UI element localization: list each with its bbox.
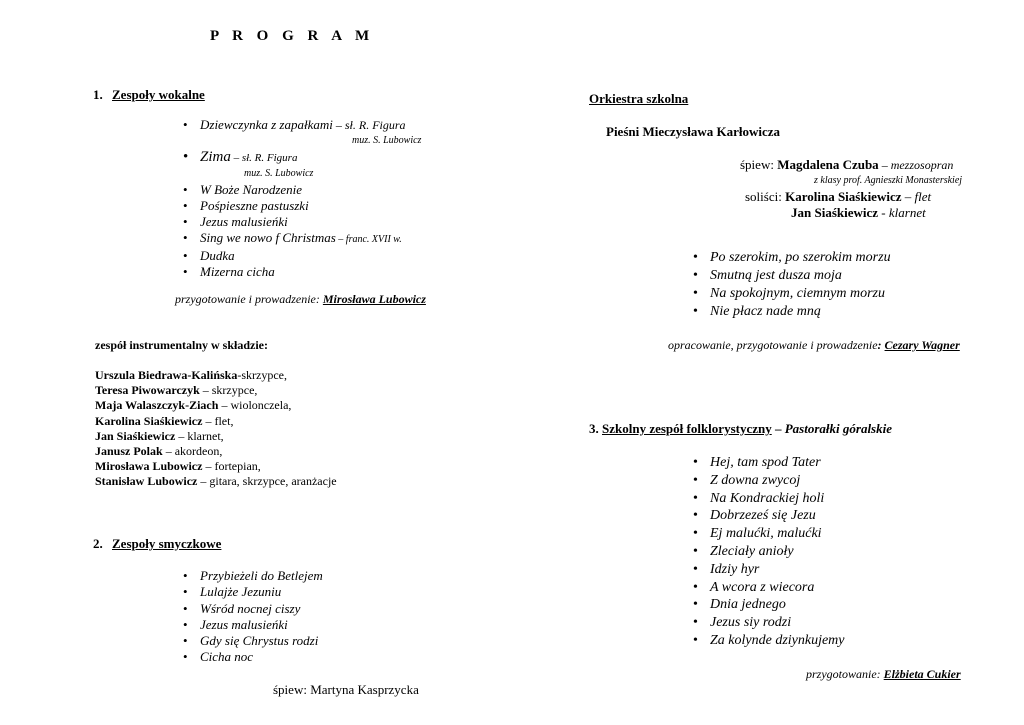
orchestra-soloist2: Jan Siaśkiewicz - klarnet [791, 205, 926, 220]
list-item: • Jezus malusieńki [180, 214, 421, 230]
list-item: • Wśród nocnej ciszy [180, 601, 323, 617]
list-item: • Sing we nowo f Christmas – franc. XVII w. [180, 230, 421, 248]
list-item: • Dnia jednego [690, 596, 845, 614]
list-item: • Na spokojnym, ciemnym morzu [690, 285, 891, 303]
section1-heading [93, 87, 205, 103]
section3-list [690, 454, 845, 650]
member-row: Janusz Polak – akordeon, [95, 444, 223, 459]
list-item: • Jezus malusieńki [180, 617, 323, 633]
section3-number: 3. [589, 421, 599, 436]
member-row: Stanisław Lubowicz – gitara, skrzypce, aranżacje [95, 474, 337, 489]
section1-prep-name: Mirosława Lubowicz [322, 292, 426, 306]
member-row: Urszula Biedrawa-Kalińska-skrzypce, [95, 368, 287, 382]
section1-title: Zespoły wokalne [112, 87, 205, 102]
orchestra-singer-class: z klasy prof. Agnieszki Monasterskiej [814, 175, 963, 186]
section3-heading: 3. Szkolny zespół folklorystyczny – Pastorałki góralskie [589, 421, 892, 436]
list-item: • Po szerokim, po szerokim morzu [690, 249, 891, 267]
section3-subtitle: Pastorałki góralskie [784, 421, 892, 436]
section1-number: 1. [93, 87, 103, 102]
orchestra-prep: opracowanie, przygotowanie i prowadzenie: Cezary Wagner [668, 338, 960, 352]
section3-prep-name: Elżbieta Cukier [883, 667, 961, 681]
list-item: • Idziy hyr [690, 561, 845, 579]
member-row: Jan Siaśkiewicz – klarnet, [95, 428, 224, 443]
list-item: • Nie płacz nade mną [690, 303, 891, 321]
section2-singer: śpiew: Martyna Kasprzycka [273, 682, 419, 697]
ensemble-members [95, 368, 337, 490]
orchestra-list [690, 249, 891, 321]
list-item: • A wcora z wiecora [690, 579, 845, 597]
section2-title: Zespoły smyczkowe [112, 536, 222, 551]
list-item: • Ej malućki, malućki [690, 525, 845, 543]
list-item: • Cicha noc [180, 649, 323, 665]
list-item: • Dziewczynka z zapałkami – sł. R. Figura muz. S. Lubowicz [180, 117, 421, 149]
list-item: • Smutną jest dusza moja [690, 267, 891, 285]
list-item: • Na Kondrackiej holi [690, 490, 845, 508]
orchestra-prep-name: Cezary Wagner [884, 338, 960, 352]
section2-list [180, 568, 323, 666]
list-item: • Lulajże Jezuniu [180, 584, 323, 600]
page-title: P R O G R A M [210, 28, 375, 44]
orchestra-subheading: Pieśni Mieczysława Karłowicza [606, 124, 781, 139]
list-item: • Hej, tam spod Tater [690, 454, 845, 472]
section1-prep: przygotowanie i prowadzenie: Mirosława Lubowicz [175, 292, 426, 306]
list-item: • Zima – sł. R. Figura muz. S. Lubowicz [180, 149, 421, 182]
list-item: • Przybieżeli do Betlejem [180, 568, 323, 584]
list-item: • Pośpieszne pastuszki [180, 198, 421, 214]
orchestra-soloists: soliści: Karolina Siaśkiewicz – flet [745, 189, 932, 204]
ensemble-heading: zespół instrumentalny w składzie: [95, 338, 269, 352]
section1-list [180, 117, 421, 280]
member-row: Karolina Siaśkiewicz – flet, [95, 413, 234, 428]
member-row: Maja Walaszczyk-Ziach – wiolonczela, [95, 398, 292, 413]
section2-heading [93, 536, 221, 552]
section2-number: 2. [93, 536, 103, 551]
list-item: • Z downa zwycoj [690, 472, 845, 490]
section3-prep: przygotowanie: Elżbieta Cukier [806, 667, 961, 681]
orchestra-heading: Orkiestra szkolna [589, 91, 689, 106]
member-row: Mirosława Lubowicz – fortepian, [95, 459, 261, 474]
list-item: • W Boże Narodzenie [180, 182, 421, 198]
list-item: • Zleciały anioły [690, 543, 845, 561]
member-row: Teresa Piwowarczyk – skrzypce, [95, 383, 258, 398]
orchestra-singer: śpiew: Magdalena Czuba – mezzosopran [740, 157, 954, 172]
list-item: • Jezus siy rodzi [690, 614, 845, 632]
section3-title: Szkolny zespół folklorystyczny [602, 421, 772, 436]
list-item: • Dobrzeześ się Jezu [690, 507, 845, 525]
list-item: • Za kolynde dziynkujemy [690, 632, 845, 650]
list-item: • Gdy się Chrystus rodzi [180, 633, 323, 649]
list-item: • Mizerna cicha [180, 264, 421, 280]
list-item: • Dudka [180, 248, 421, 264]
